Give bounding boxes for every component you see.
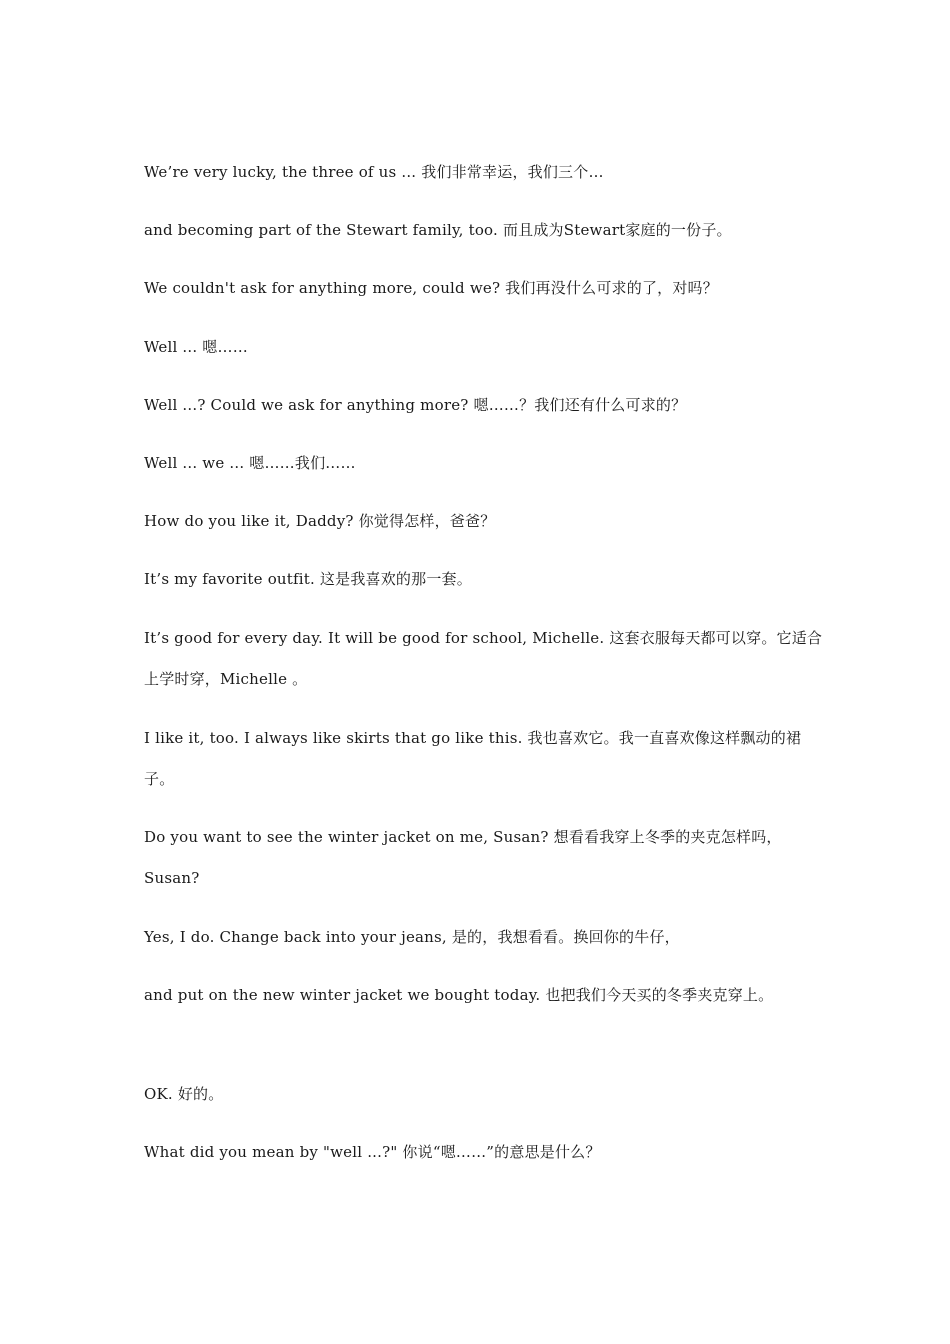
dialogue-line: OK. 好的。 (144, 1085, 224, 1103)
dialogue-line: What did you mean by "well ...?" 你说“嗯……”的意思是什么？ (144, 1143, 601, 1161)
dialogue-line: Yes, I do. Change back into your jeans, 是的，我想看看。换回你的牛仔， (144, 928, 680, 946)
dialogue-line: It’s good for every day. It will be good for school, Michelle. 这套衣服每天都可以穿。它适合上学时穿，Michelle 。 (144, 629, 823, 688)
dialogue-line: How do you like it, Daddy? 你觉得怎样，爸爸？ (144, 512, 496, 530)
dialogue-line: and becoming part of the Stewart family, too. 而且成为Stewart家庭的一份子。 (144, 221, 732, 239)
dialogue-line: Well ... 嗯…… (144, 338, 248, 356)
dialogue-line: I like it, too. I always like skirts that go like this. 我也喜欢它。我一直喜欢像这样飘动的裙子。 (144, 729, 802, 788)
dialogue-line: We couldn't ask for anything more, could we? 我们再没什么可求的了，对吗？ (144, 279, 718, 297)
dialogue-line: We’re very lucky, the three of us ... 我们非常幸运，我们三个… (144, 163, 604, 181)
dialogue-line: Well ...? Could we ask for anything more? 嗯……？我们还有什么可求的？ (144, 396, 687, 414)
dialogue-line: and put on the new winter jacket we bought today. 也把我们今天买的冬季夹克穿上。 (144, 986, 774, 1004)
dialogue-line: It’s my favorite outfit. 这是我喜欢的那一套。 (144, 570, 472, 588)
dialogue-line: Well ... we ... 嗯……我们…… (144, 454, 356, 472)
dialogue-line: Do you want to see the winter jacket on me, Susan? 想看看我穿上冬季的夹克怎样吗，Susan? (144, 828, 782, 887)
